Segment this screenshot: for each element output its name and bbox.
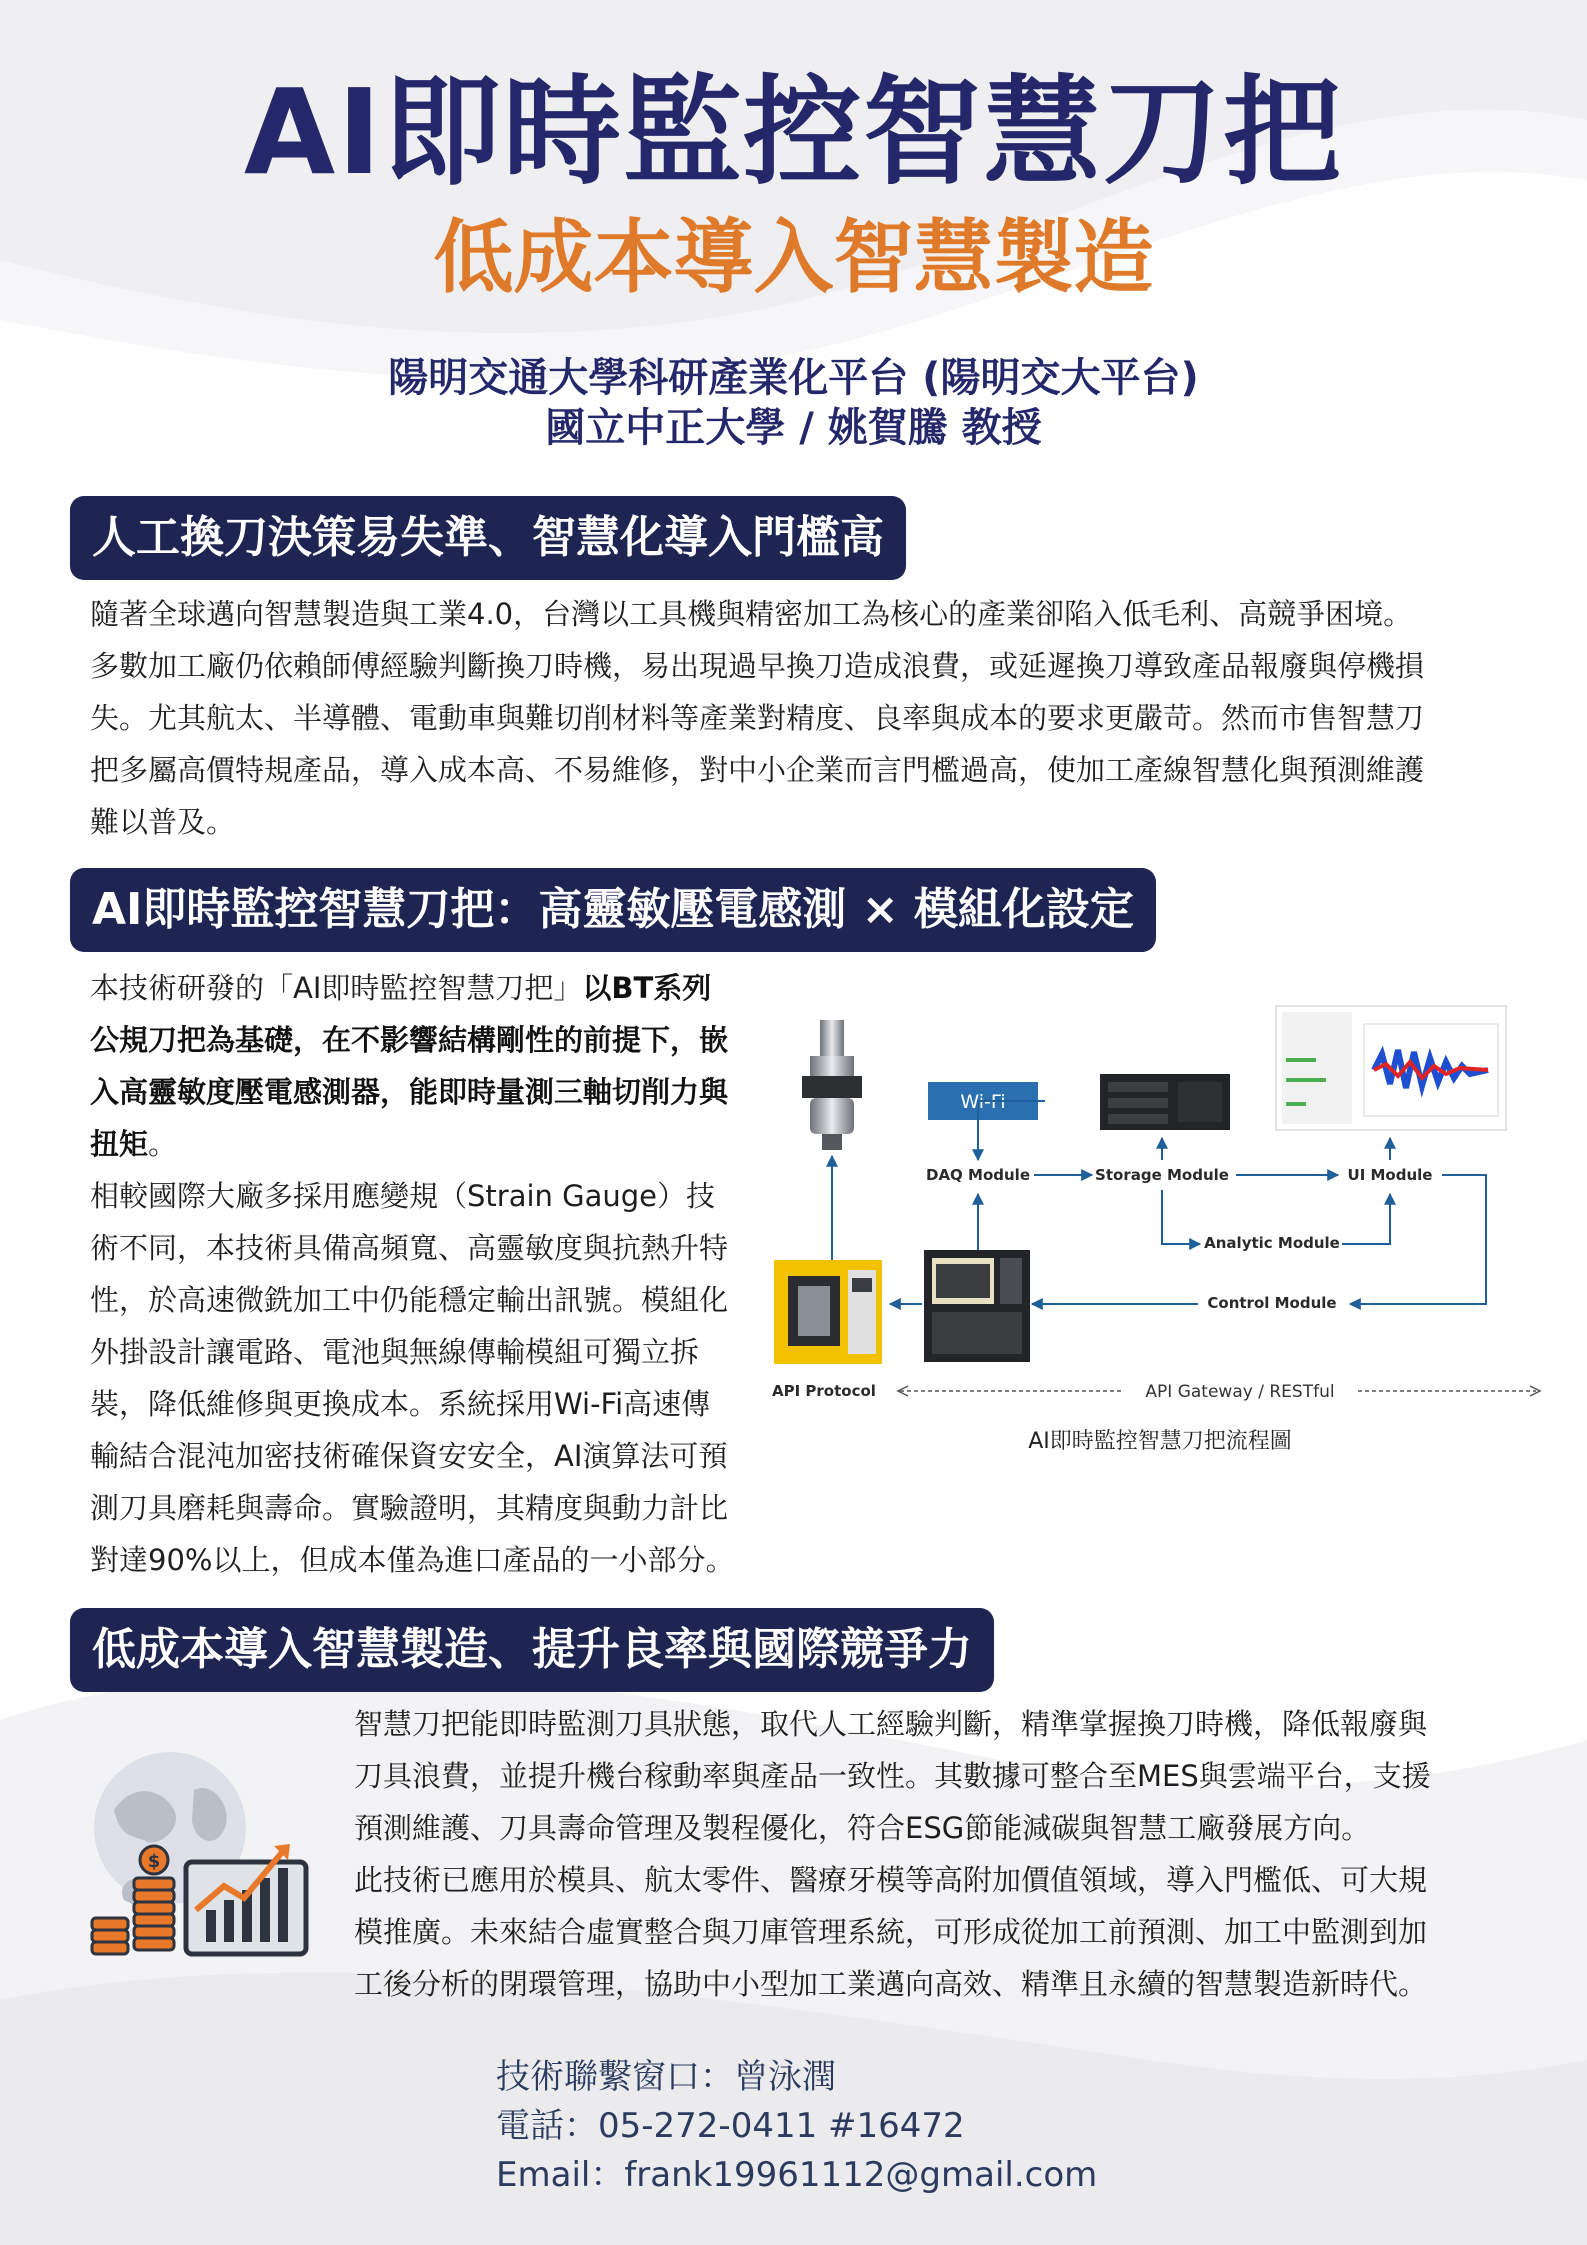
svg-text:$: $: [147, 1851, 161, 1872]
contact-email[interactable]: Email：frank19961112@gmail.com: [496, 2155, 1098, 2195]
section-2-intro: 本技術研發的「AI即時監控智慧刀把」: [90, 971, 583, 1005]
api-gateway-label: API Gateway / RESTful: [1145, 1382, 1335, 1402]
section-2-bold-line: 扭矩: [90, 1127, 149, 1161]
analytic-module-label: Analytic Module: [1204, 1234, 1340, 1252]
section-1-line: 隨著全球邁向智慧製造與工業4.0，台灣以工具機與精密加工為核心的產業卻陷入低毛利、高競爭困境。: [90, 597, 1413, 631]
section-2-line: 對達90%以上，但成本僅為進口產品的一小部分。: [90, 1543, 735, 1577]
storage-module-label: Storage Module: [1095, 1166, 1229, 1184]
ui-screenshot-icon: [1276, 1006, 1506, 1130]
contact-person: 技術聯繫窗口：曾泳潤: [496, 2057, 836, 2097]
api-protocol-label: API Protocol: [772, 1382, 876, 1400]
page-title: AI即時監控智慧刀把: [243, 63, 1344, 201]
daq-module-label: DAQ Module: [926, 1166, 1030, 1184]
section-2-bold-line: 入高靈敏度壓電感測器，能即時量測三軸切削力與: [90, 1075, 729, 1109]
section-2-line: 相較國際大廠多採用應變規（Strain Gauge）技: [90, 1179, 716, 1213]
section-3-line: 刀具浪費，並提升機台稼動率與產品一致性。其數據可整合至MES與雲端平台，支援: [354, 1759, 1431, 1793]
institution-line-2: 國立中正大學 / 姚賀騰 教授: [545, 405, 1042, 451]
flow-diagram: [770, 998, 1550, 1418]
section-3-line: 模推廣。未來結合虛實整合與刀庫管理系統，可形成從加工前預測、加工中監測到加: [354, 1915, 1428, 1949]
section-1-body: [90, 588, 1530, 848]
contact-phone: 電話：05-272-0411 #16472: [496, 2106, 965, 2146]
section-3-line: 智慧刀把能即時監測刀具狀態，取代人工經驗判斷，精準掌握換刀時機，降低報廢與: [354, 1707, 1428, 1741]
section-3-heading: 低成本導入智慧製造、提升良率與國際競爭力: [70, 1608, 994, 1692]
section-2-line: 輸結合混沌加密技術確保資安安全，AI演算法可預: [90, 1439, 728, 1473]
section-2-bold-tail: 。: [148, 1127, 178, 1161]
section-3-body: [354, 1698, 1534, 2010]
section-1-line: 失。尤其航太、半導體、電動車與難切削材料等產業對精度、良率與成本的要求更嚴苛。然而市售智慧刀: [90, 701, 1425, 735]
section-1-heading: 人工換刀決策易失準、智慧化導入門檻高: [70, 496, 906, 580]
section-2-bold-line: 公規刀把為基礎，在不影響結構剛性的前提下，嵌: [90, 1023, 729, 1057]
section-1-line: 把多屬高價特規產品，導入成本高、不易維修，對中小企業而言門檻過高，使加工產線智慧化與預測維護: [90, 753, 1425, 787]
section-2-line: 外掛設計讓電路、電池與無線傳輸模組可獨立拆: [90, 1335, 700, 1369]
chart-monitor-icon: [186, 1844, 306, 1954]
control-module-label: Control Module: [1207, 1294, 1337, 1312]
finance-growth-icon: [84, 1750, 314, 1970]
controller-icon: [924, 1250, 1030, 1362]
institution-line-1: 陽明交通大學科研產業化平台 (陽明交大平台): [388, 355, 1199, 401]
section-2-intro-bold: 以BT系列: [582, 971, 712, 1005]
diagram-caption: AI即時監控智慧刀把流程圖: [1028, 1429, 1292, 1454]
section-1-line: 多數加工廠仍依賴師傅經驗判斷換刀時機，易出現過早換刀造成浪費，或延遲換刀導致產品報廢與停機損: [90, 649, 1425, 683]
section-1-line: 難以普及。: [90, 805, 236, 839]
wifi-label: Wi-Fi: [960, 1091, 1006, 1113]
tool-holder-icon: [802, 1020, 862, 1150]
ui-module-label: UI Module: [1347, 1166, 1433, 1184]
section-3-line: 工後分析的閉環管理，協助中小型加工業邁向高效、精準且永續的智慧製造新時代。: [354, 1967, 1428, 2001]
section-2-body: [90, 962, 780, 1586]
section-2-line: 裝，降低維修與更換成本。系統採用Wi-Fi高速傳: [90, 1387, 711, 1421]
section-3-line: 此技術已應用於模具、航太零件、醫療牙模等高附加價值領域，導入門檻低、可大規: [354, 1863, 1428, 1897]
cnc-machine-icon: [774, 1260, 882, 1364]
section-2-line: 術不同，本技術具備高頻寬、高靈敏度與抗熱升特: [90, 1231, 729, 1265]
section-2-heading: AI即時監控智慧刀把：高靈敏壓電感測 × 模組化設定: [70, 868, 1156, 952]
section-2-line: 測刀具磨耗與壽命。實驗證明，其精度與動力計比: [90, 1491, 729, 1525]
section-2-line: 性，於高速微銑加工中仍能穩定輸出訊號。模組化: [90, 1283, 729, 1317]
section-3-line: 預測維護、刀具壽命管理及製程優化，符合ESG節能減碳與智慧工廠發展方向。: [354, 1811, 1371, 1845]
page-subtitle: 低成本導入智慧製造: [433, 211, 1154, 304]
server-icon: [1100, 1074, 1230, 1130]
